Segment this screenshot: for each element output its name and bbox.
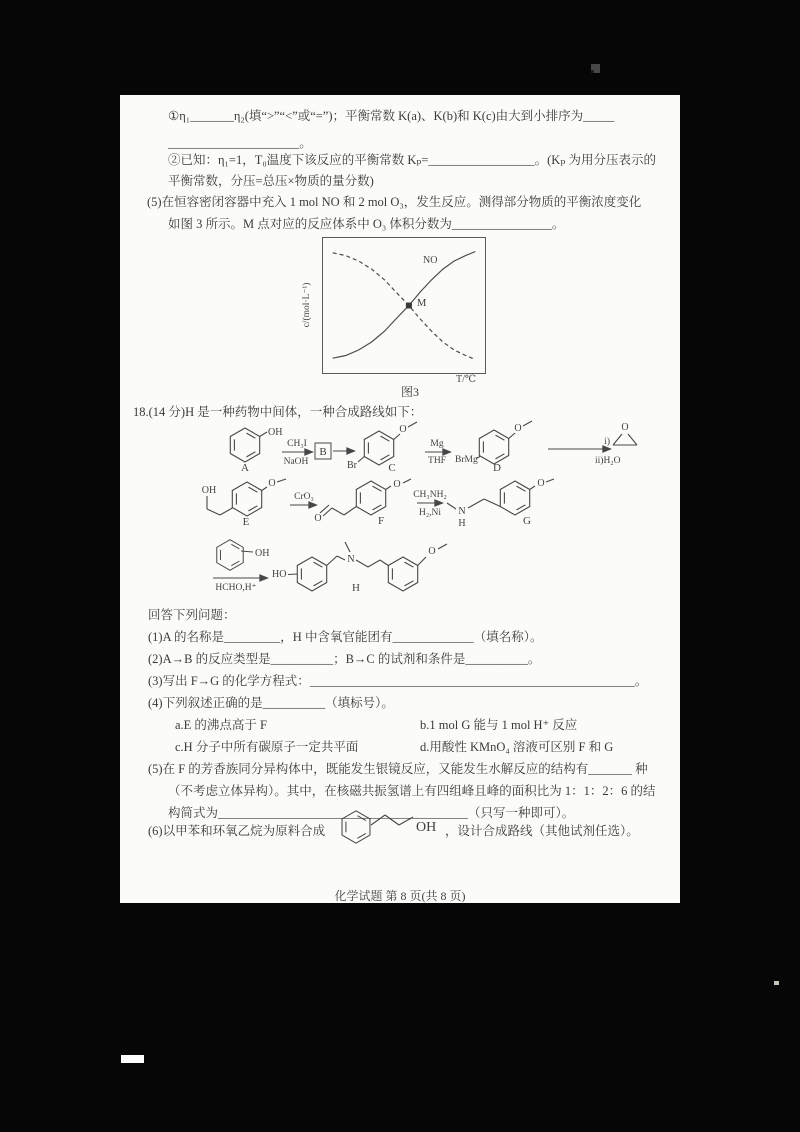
methoxy-oxygen-E: O [268,478,276,489]
compound-D-label: D [493,462,501,474]
step-i-label: i) [604,437,610,447]
methoxy-oxygen-C: O [399,424,407,435]
q18-sub4: (4)下列叙述正确的是__________（填标号）。 [148,696,394,710]
page-footer: 化学试题 第 8 页(共 8 页) [334,889,466,903]
figure3-plot [322,237,486,374]
q18-option-c: c.H 分子中所有碳原子一定共平面 [175,740,359,754]
reagent-thf: THF [428,456,446,466]
benzene-ring-H-left [297,557,326,591]
benzene-ring-phenol [217,540,243,571]
q17-line6: 如图 3 所示。M 点对应的反应体系中 O₃ 体积分数为________________。 [168,217,565,231]
methoxy-oxygen-G: O [537,478,545,489]
scan-speck [774,981,779,985]
figure3-caption: 图3 [400,385,419,399]
compound-F-label: F [377,515,385,527]
reagent-ch3i: CH₃I [287,439,307,449]
q17-line4: 平衡常数，分压=总压×物质的量分数) [168,174,374,188]
reagent-ch3nh2: CH₃NH₂ [413,490,447,500]
benzene-ring-C [364,431,393,465]
phenol-hydroxyl: OH [255,548,270,559]
q18-sub3: (3)写出 F→G 的化学方程式：____________________________________________________。 [148,674,648,688]
reagent-hcho-h: HCHO,H⁺ [215,583,257,593]
exam-page [120,95,680,903]
figure3-point-label-m: M [417,298,427,309]
amine-hydrogen-G: H [458,518,466,529]
bromine-label: Br [347,460,357,471]
q18-sub5-line1: (5)在 F 的芳香族同分异构体中，既能发生银镜反应，又能发生水解反应的结构有_______ 种 [148,762,648,776]
benzene-ring-D [479,430,508,464]
q17-line2: _____________________。 [168,136,312,150]
compound-H-label: H [352,582,360,594]
reagent-naoh: NaOH [283,457,309,467]
grignard-brmg: BrMg [455,455,478,465]
scanner-mark-dot [591,70,594,73]
catalyst-h2ni: H₂,Ni [418,508,442,518]
methoxy-oxygen-F: O [393,479,401,490]
q18-sub1: (1)A 的名称是_________，H 中含氧官能团有_____________（填名称）。 [148,630,543,644]
benzene-ring-H-right [388,557,417,591]
oxidant-cro3: CrO₃ [294,492,314,502]
q17-line1: ①η₁_______η₂(填“>”“<”或“=”)；平衡常数 K(a)、K(b)和 K(c)由大到小排序为_____ [168,109,615,123]
methoxy-oxygen-D: O [514,423,522,434]
methoxy-oxygen-H: O [428,546,436,557]
figure3-curves [323,238,485,373]
q18-header: 18.(14 分)H 是一种药物中间体，一种合成路线如下： [133,405,423,419]
compound-C-label: C [388,462,396,474]
q18-sub5-line3: 构简式为________________________________________（只写一种即可）。 [168,806,575,820]
figure3-x-axis-label: T/℃ [456,374,477,385]
q18-sub2: (2)A→B 的反应类型是__________；B→C 的试剂和条件是__________。 [148,652,541,666]
benzene-ring-A [230,428,259,462]
amine-nitrogen-H: N [347,554,355,565]
amine-nitrogen-G: N [458,506,466,517]
compound-G-label: G [523,515,531,527]
q18-option-d: d.用酸性 KMnO₄ 溶液可区别 F 和 G [420,740,614,754]
q17-line5: (5)在恒容密闭容器中充入 1 mol NO 和 2 mol O₃，发生反应。测得部分物质的平衡浓度变化 [147,195,642,209]
q18-sub6-pre: (6)以甲苯和环氧乙烷为原料合成 [148,824,326,838]
compound-B-label: B [319,446,327,458]
carbonyl-oxygen-F: O [314,513,322,524]
figure3-y-axis-label: c/(mol·L⁻¹) [302,282,312,328]
figure3-curve-label-no: NO [423,255,438,266]
hydroxyl-label-E: OH [201,485,217,496]
hydroxyl-HO: HO [272,569,287,580]
compound-A-label: A [241,462,249,474]
benzene-ring-F [356,481,385,515]
benzene-ring-G [500,481,529,515]
q18-option-a: a.E 的沸点高于 F [175,718,268,732]
benzene-ring-q6 [342,811,370,843]
reagent-mg: Mg [430,439,444,449]
epoxide-oxygen: O [621,422,629,433]
q6-hydroxyl: OH [416,820,437,835]
scan-strip [121,1055,144,1063]
compound-E-label: E [242,516,250,528]
step-ii-label: ii)H₂O [595,456,621,466]
q18-option-b: b.1 mol G 能与 1 mol H⁺ 反应 [420,718,578,732]
q18-sub5-line2: （不考虑立体异构）。其中，在核磁共振氢谱上有四组峰且峰的面积比为 1：1：2：6 的结 [168,784,656,798]
hydroxyl-label: OH [268,427,283,438]
q18-prompt: 回答下列问题： [148,608,236,622]
q17-line3: ②已知：η₁=1，T₀温度下该反应的平衡常数 Kₚ=_________________。(Kₚ 为用分压表示的 [168,153,656,167]
benzene-ring-E [232,482,261,516]
q18-sub6-post: ，设计合成路线（其他试剂任选）。 [445,824,639,838]
synthesis-row3 [125,536,677,606]
